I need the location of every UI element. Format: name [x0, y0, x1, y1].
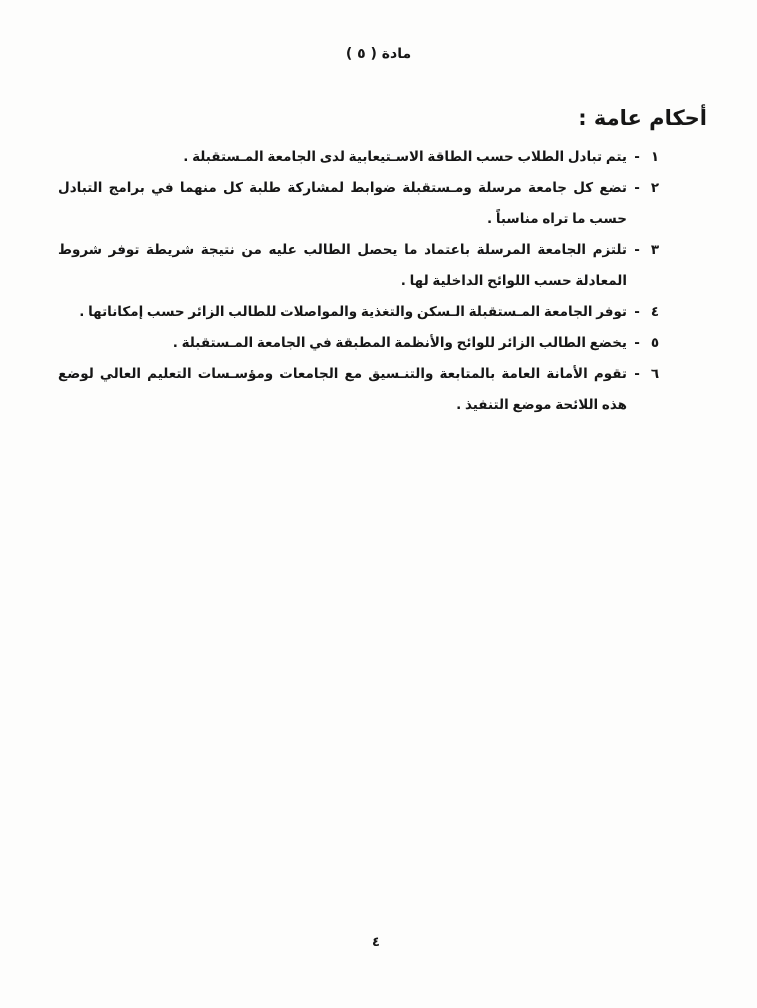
page-number: ٤	[372, 935, 380, 950]
article-header: مادة ( ٥ )	[345, 46, 412, 62]
item-text: تقوم الأمانة العامة بالمتابعة والتنـسيق مع الجامعات ومؤسـسات التعليم العالي لوضع هذه اللائحة موضع التنفيذ .	[58, 366, 627, 413]
item-text: يتم تبادل الطلاب حسب الطاقة الاسـتيعابية لدى الجامعة المـستقبلة .	[183, 149, 627, 165]
provisions-list	[58, 142, 707, 421]
list-item	[58, 297, 707, 328]
item-number: ٣	[650, 242, 660, 258]
item-dash: -	[634, 180, 640, 196]
item-number: ٦	[650, 366, 660, 382]
list-item	[58, 359, 707, 421]
item-number: ٥	[650, 335, 660, 351]
page-content	[58, 102, 707, 421]
item-text: يخضع الطالب الزائر للوائح والأنظمة المطبقة في الجامعة المـستقبلة .	[172, 335, 627, 351]
item-dash: -	[634, 335, 640, 351]
item-dash: -	[634, 366, 640, 382]
item-text: تضع كل جامعة مرسلة ومـستقبلة ضوابط لمشاركة طلبة كل منهما في برامج التبادل حسب ما تراه مناسباً .	[58, 180, 627, 227]
item-number: ١	[650, 149, 660, 165]
list-item	[58, 235, 707, 297]
item-text: توفر الجامعة المـستقبلة الـسكن والتغذية والمواصلات للطالب الزائر حسب إمكاناتها .	[79, 304, 627, 320]
item-dash: -	[634, 149, 640, 165]
list-item	[58, 328, 707, 359]
list-item	[58, 173, 707, 235]
list-item	[58, 142, 707, 173]
section-heading: أحكام عامة :	[578, 106, 707, 130]
item-dash: -	[634, 242, 640, 258]
item-text: تلتزم الجامعة المرسلة باعتماد ما يحصل الطالب عليه من نتيجة شريطة توفر شروط المعادلة حسب اللوائح الداخلية لها .	[58, 242, 627, 289]
item-number: ٤	[650, 304, 660, 320]
item-dash: -	[634, 304, 640, 320]
item-number: ٢	[650, 180, 660, 196]
